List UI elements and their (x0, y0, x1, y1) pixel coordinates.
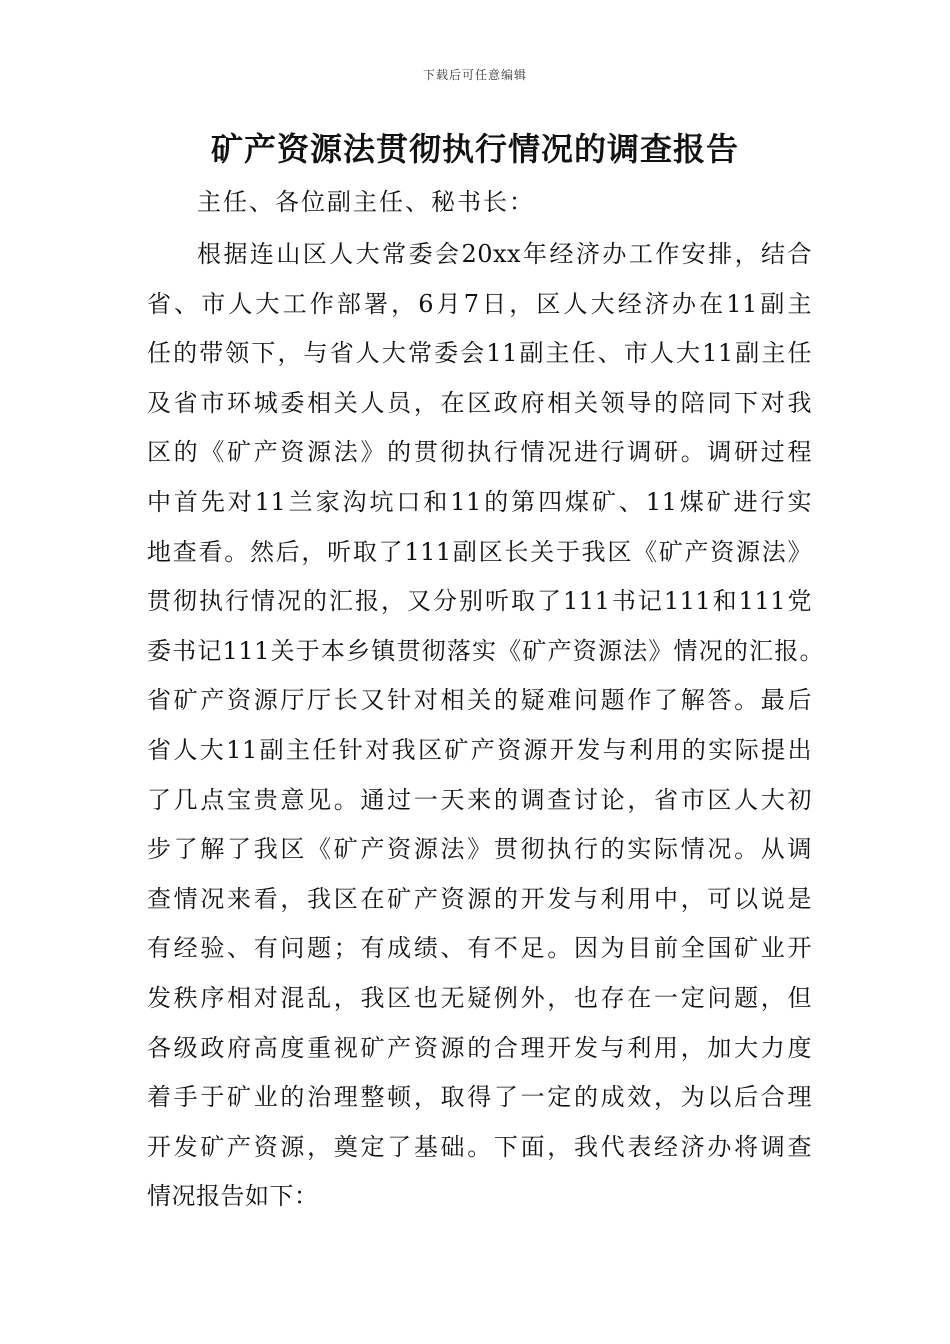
paragraph-line: 区的《矿产资源法》的贯彻执行情况进行调研。调研过程 (147, 438, 812, 467)
paragraph-line: 中首先对11兰家沟坑口和11的第四煤矿、11煤矿进行实 (147, 487, 812, 516)
salutation: 主任、各位副主任、秘书长： (197, 188, 535, 216)
paragraph-line: 及省市环城委相关人员，在区政府相关领导的陪同下对我 (147, 388, 812, 417)
paragraph-line: 开发矿产资源，奠定了基础。下面，我代表经济办将调查 (147, 1132, 812, 1161)
paragraph-line: 查情况来看，我区在矿产资源的开发与利用中，可以说是 (147, 884, 812, 913)
paragraph-line: 了几点宝贵意见。通过一天来的调查讨论，省市区人大初 (147, 785, 812, 814)
paragraph-line: 情况报告如下： (147, 1182, 319, 1211)
paragraph-line: 委书记111关于本乡镇贯彻落实《矿产资源法》情况的汇报。 (147, 636, 824, 665)
paragraph-line: 根据连山区人大常委会20xx年经济办工作安排，结合 (197, 240, 812, 268)
paragraph-line: 发秩序相对混乱，我区也无疑例外，也存在一定问题，但 (147, 983, 812, 1012)
paragraph-line: 各级政府高度重视矿产资源的合理开发与利用，加大力度 (147, 1033, 812, 1062)
body-paragraph (147, 230, 824, 1222)
document-title: 矿产资源法贯彻执行情况的调查报告 (210, 130, 739, 168)
paragraph-line: 任的带领下，与省人大常委会11副主任、市人大11副主任 (147, 339, 812, 368)
paragraph-line: 步了解了我区《矿产资源法》贯彻执行的实际情况。从调 (147, 835, 812, 864)
paragraph-line: 地查看。然后，听取了111副区长关于我区《矿产资源法》 (147, 537, 812, 566)
header-note: 下载后可任意编辑 (422, 68, 527, 82)
paragraph-line: 有经验、有问题；有成绩、有不足。因为目前全国矿业开 (147, 934, 812, 963)
paragraph-line: 省矿产资源厅厅长又针对相关的疑难问题作了解答。最后 (147, 686, 812, 715)
paragraph-line: 省、市人大工作部署，6月7日，区人大经济办在11副主 (147, 289, 812, 318)
paragraph-line: 贯彻执行情况的汇报，又分别听取了111书记111和111党 (147, 587, 812, 616)
paragraph-line: 省人大11副主任针对我区矿产资源开发与利用的实际提出 (147, 735, 812, 764)
paragraph-line: 着手于矿业的治理整顿，取得了一定的成效，为以后合理 (147, 1083, 812, 1112)
